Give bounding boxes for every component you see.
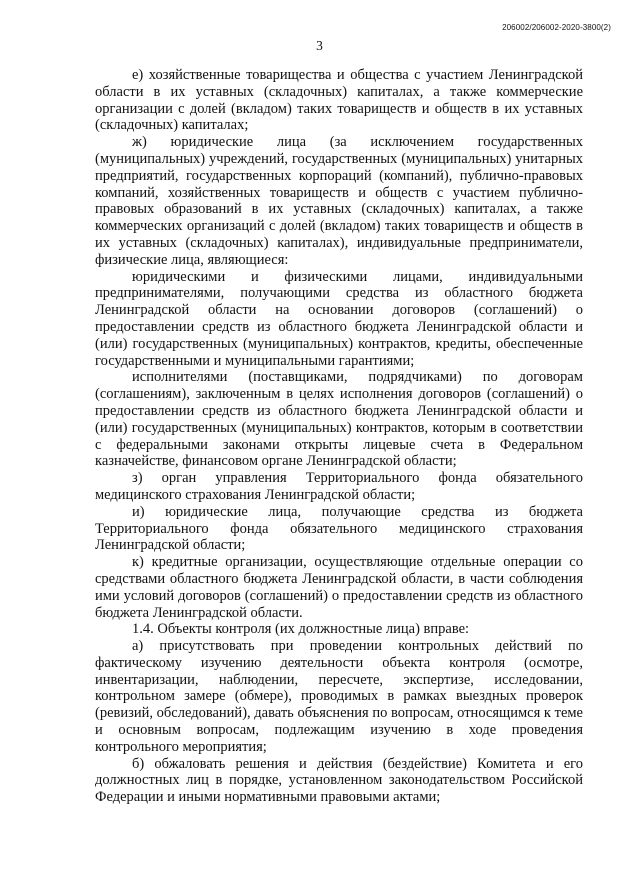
page-number: 3 — [316, 38, 323, 53]
document-body — [95, 67, 583, 806]
paragraph-item-zh: ж) юридические лица (за исключением государственных (муниципальных) учреждений, государственных (муниципальных) унитарных предприятий, государственных корпораций (компаний), публично-правовых компаний, хозяйственных товариществ и обществ с участием публично-правовых образований в их уставных (складочных) капиталах, а также коммерческих организаций с долей (вкладом) таких товариществ и обществ в их уставных (складочных) капиталах), индивидуальные предприниматели, физические лица, являющиеся: — [95, 134, 583, 268]
paragraph-subitem-legal-entities: юридическими и физическими лицами, индивидуальными предпринимателями, получающими средства из областного бюджета Ленинградской области на основании договоров (соглашений) о предоставлении средств из областного бюджета Ленинградской области и (или) государственных (муниципальных) контрактов, кредиты, обеспеченные государственными и муниципальными гарантиями; — [95, 268, 583, 369]
section-heading-1-4: 1.4. Объекты контроля (их должностные лица) вправе: — [132, 621, 470, 638]
paragraph-item-e: е) хозяйственные товарищества и общества с участием Ленинградской области в их уставных (складочных) капиталах, а также коммерческие организации с долей (вкладом) таких товариществ и обществ в их уставных (складочных) капиталах; — [95, 67, 583, 134]
paragraph-item-b: б) обжаловать решения и действия (бездействие) Комитета и его должностных лиц в порядке, установленном законодательством Российской Федерации и иными нормативными правовыми актами; — [95, 755, 583, 806]
paragraph-subitem-contractors: исполнителями (поставщиками, подрядчиками) по договорам (соглашениям), заключенным в целях исполнения договоров (соглашений) о предоставлении средств из областного бюджета Ленинградской области и (или) государственных (муниципальных) контрактов, которым в соответствии с федеральными законами открыты лицевые счета в Федеральном казначействе, финансовом органе Ленинградской области; — [95, 369, 583, 470]
paragraph-item-z: з) орган управления Территориального фонда обязательного медицинского страхования Ленинградской области; — [95, 470, 583, 503]
document-id: 206002/206002-2020-3800(2) — [502, 23, 611, 32]
paragraph-item-a: а) присутствовать при проведении контрольных действий по фактическому изучению деятельности объекта контроля (осмотре, инвентаризации, наблюдении, пересчете, экспертизе, исследовании, контрольном замере (обмере), проводимых в рамках выездных проверок (ревизий, обследований), давать объяснения по вопросам, относящимся к теме и основным вопросам, подлежащим изучению в ходе проведения контрольного мероприятия; — [95, 638, 583, 755]
paragraph-item-k: к) кредитные организации, осуществляющие отдельные операции со средствами областного бюджета Ленинградской области, в части соблюдения ими условий договоров (соглашений) о предоставлении средств из областного бюджета Ленинградской области. — [95, 554, 583, 621]
paragraph-item-i: и) юридические лица, получающие средства из бюджета Территориального фонда обязательного медицинского страхования Ленинградской области; — [95, 503, 583, 554]
